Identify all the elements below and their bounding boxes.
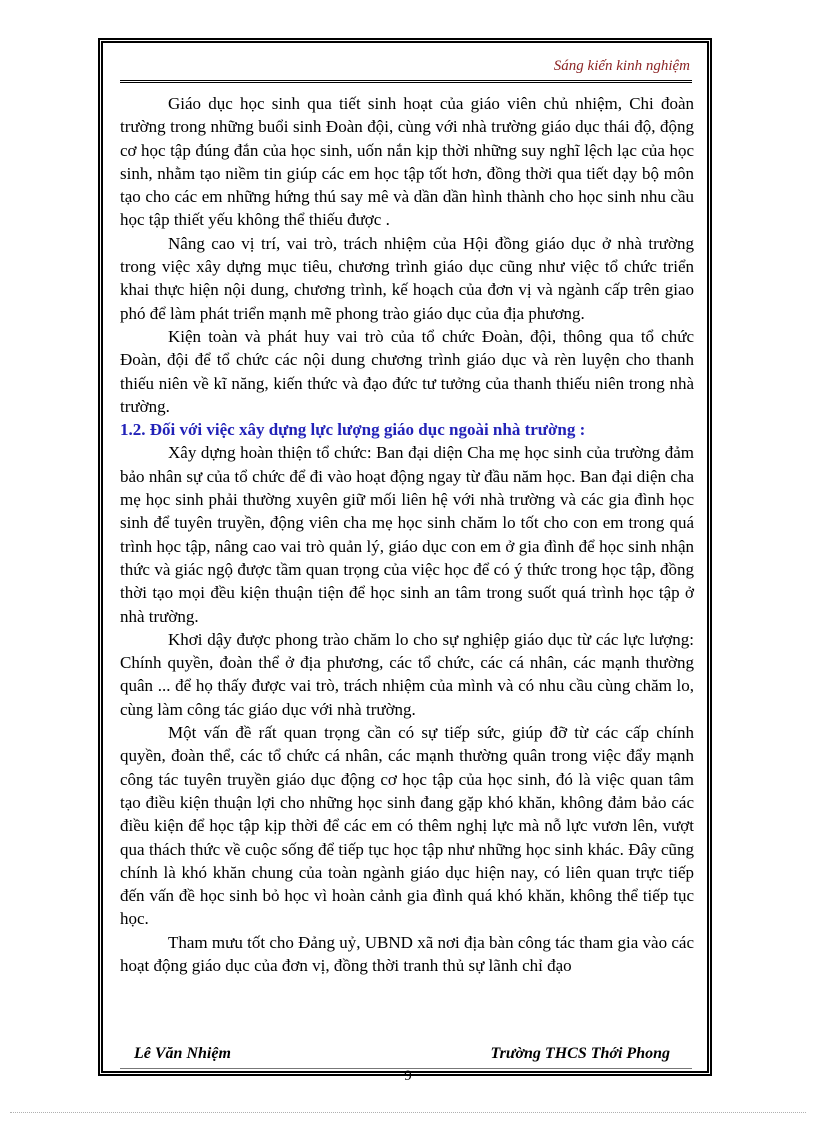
footer-school: Trường THCS Thới Phong	[490, 1045, 670, 1062]
body-paragraph: Một vấn đề rất quan trọng cần có sự tiếp sức, giúp đỡ từ các cấp chính quyền, đoàn thể, các tổ chức cá nhân, các mạnh thường quân trong việc đẩy mạnh công tác tuyên truyền giáo dục động cơ học tập của học sinh, đó là việc quan tâm tạo điều kiện thuận lợi cho những học sinh đang gặp khó khăn, không đảm bảo các điều kiện để học tập kịp thời để các em có thêm nghị lực mà nỗ lực vươn lên, vượt qua thách thức về cuộc sống để tiếp tục học tập như những học sinh khác. Đây cũng chính là khó khăn chung của toàn ngành giáo dục hiện nay, có liên quan trực tiếp đến vấn đề học sinh bỏ học vì hoàn cảnh gia đình quá khó khăn, không thể tiếp tục học.	[120, 723, 694, 929]
section-heading: 1.2. Đối với việc xây dựng lực lượng giáo dục ngoài nhà trường :	[120, 420, 586, 440]
body-paragraph: Giáo dục học sinh qua tiết sinh hoạt của giáo viên chủ nhiệm, Chi đoàn trường trong những buổi sinh Đoàn đội, cùng với nhà trường giáo dục thái độ, động cơ học tập đúng đắn của học sinh, uốn nắn kịp thời những suy nghĩ lệch lạc của học sinh, nhằm tạo niềm tin giúp các em học tập tốt hơn, đồng thời qua tiết dạy bộ môn tạo cho các em những hứng thú say mê và dần dần hình thành cho học sinh nhu cầu học tập thiết yếu không thể thiếu được .	[120, 94, 694, 230]
header-divider	[120, 80, 692, 83]
body-paragraph: Xây dựng hoàn thiện tổ chức: Ban đại diện Cha mẹ học sinh của trường đảm bảo nhân sự của tổ chức để đi vào hoạt động ngay từ đầu năm học. Ban đại diện cha mẹ học sinh phải thường xuyên giữ mối liên hệ với nhà trường và các gia đình học sinh để tuyên truyền, động viên cha mẹ học sinh chăm lo tốt cho con em trong quá trình học tập, nâng cao vai trò quản lý, giáo dục con em ở gia đình để học sinh nhận thức và giác ngộ được tầm quan trọng của việc học để có ý thức trong học tập, đồng thời tạo mọi đều kiện thuận tiện để học sinh an tâm trong suốt quá trình học tập ở nhà trường.	[120, 443, 694, 626]
footer-author: Lê Văn Nhiệm	[134, 1045, 231, 1062]
document-body	[120, 92, 694, 977]
body-paragraph: Khơi dậy được phong trào chăm lo cho sự nghiệp giáo dục từ các lực lượng: Chính quyền, đoàn thể ở địa phương, các tổ chức, các cá nhân, các mạnh thường quân ... để họ thấy được vai trò, trách nhiệm của mình và có nhu cầu cùng chăm lo, cùng làm công tác giáo dục với nhà trường.	[120, 629, 694, 719]
page-number: 9	[404, 1068, 412, 1084]
body-paragraph: Kiện toàn và phát huy vai trò của tổ chức Đoàn, đội, thông qua tổ chức Đoàn, đội để tổ chức các nội dung chương trình giáo dục và rèn luyện cho thanh thiếu niên về kĩ năng, kiến thức và đạo đức tư tưởng của thanh thiếu niên trong nhà trường.	[120, 326, 694, 416]
body-paragraph: Tham mưu tốt cho Đảng uỷ, UBND xã nơi địa bàn công tác tham gia vào các hoạt động giáo dục của đơn vị, đồng thời tranh thủ sự lãnh chỉ đạo	[120, 932, 694, 975]
page-break-line	[10, 1112, 806, 1113]
body-paragraph: Nâng cao vị trí, vai trò, trách nhiệm của Hội đồng giáo dục ở nhà trường trong việc xây dựng mục tiêu, chương trình giáo dục cũng như việc tổ chức triển khai thực hiện nội dung, chương trình, kế hoạch của đơn vị và ngành cấp trên giao phó để làm phát triển mạnh mẽ phong trào giáo dục của địa phương.	[120, 233, 694, 323]
header-title: Sáng kiến kinh nghiệm	[553, 58, 690, 74]
